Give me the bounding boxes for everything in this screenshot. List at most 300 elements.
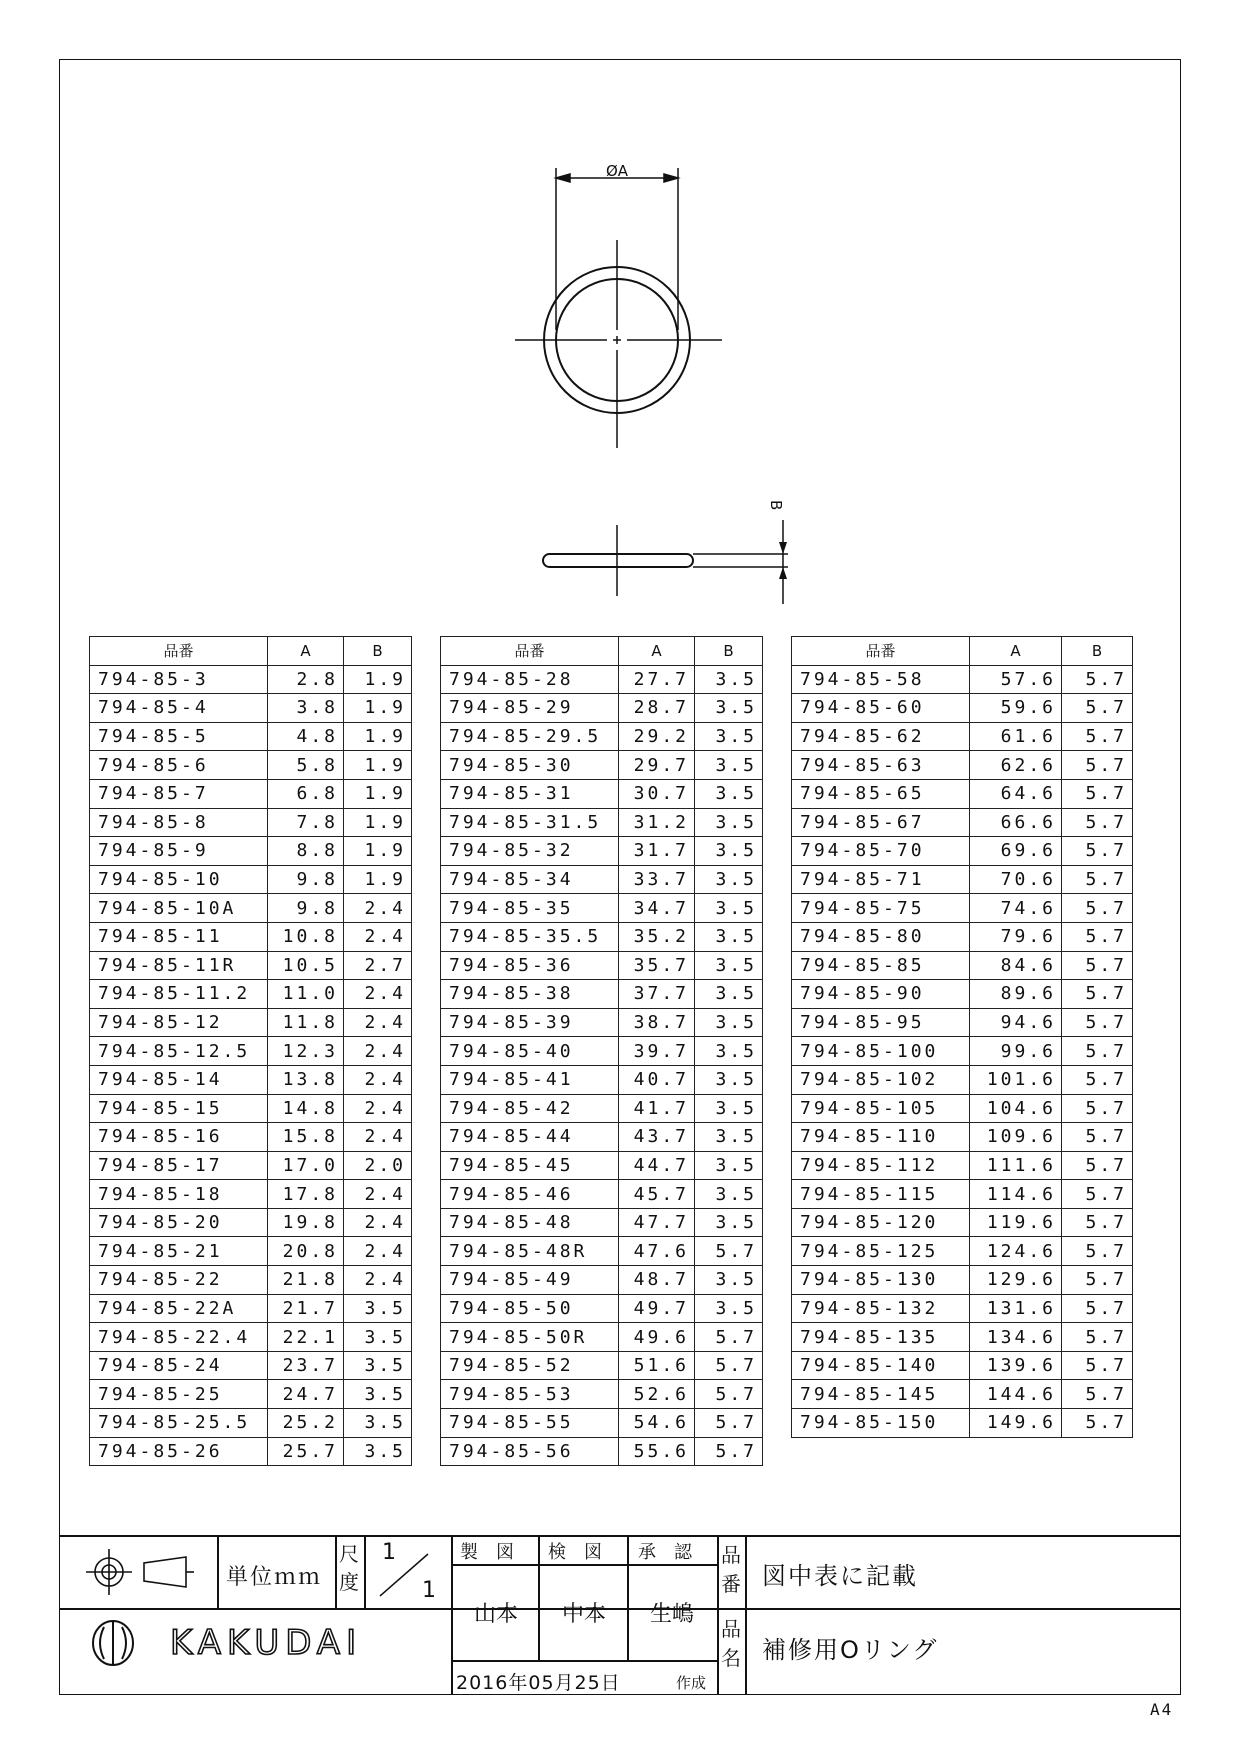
table-row	[792, 779, 1133, 808]
dimension-b-cell: 3.5	[695, 894, 763, 923]
part-number-cell: 794-85-24	[90, 1351, 268, 1380]
dimension-a-cell: 57.6	[970, 665, 1062, 694]
table-row	[792, 837, 1133, 866]
dimension-b-cell: 3.5	[695, 808, 763, 837]
dimension-b-cell: 2.4	[344, 1266, 412, 1295]
dimension-b-cell: 3.5	[695, 951, 763, 980]
dimension-a-cell: 69.6	[970, 837, 1062, 866]
dimension-b-cell: 2.4	[344, 1094, 412, 1123]
table-row	[90, 922, 412, 951]
parts-table-2	[440, 636, 763, 1466]
table-row	[792, 694, 1133, 723]
part-number-cell: 794-85-12.5	[90, 1037, 268, 1066]
table-row	[441, 1094, 763, 1123]
table-row	[441, 1266, 763, 1295]
table-row	[441, 980, 763, 1009]
part-number-cell: 794-85-36	[441, 951, 619, 980]
dimension-b-cell: 3.5	[695, 1151, 763, 1180]
part-number-cell: 794-85-35.5	[441, 922, 619, 951]
dimension-a-cell: 22.1	[268, 1323, 344, 1352]
table-row	[792, 922, 1133, 951]
table-row	[90, 1409, 412, 1438]
part-number-cell: 794-85-120	[792, 1208, 970, 1237]
table-row	[441, 1008, 763, 1037]
dimension-b-cell: 1.9	[344, 694, 412, 723]
part-number-cell: 794-85-42	[441, 1094, 619, 1123]
part-number-cell: 794-85-49	[441, 1266, 619, 1295]
table-row	[441, 1151, 763, 1180]
dimension-b-cell: 5.7	[695, 1351, 763, 1380]
table-row	[90, 808, 412, 837]
table-row	[441, 865, 763, 894]
part-number-cell: 794-85-11.2	[90, 980, 268, 1009]
part-number-cell: 794-85-95	[792, 1008, 970, 1037]
dimension-b-cell: 3.5	[695, 1065, 763, 1094]
dimension-a-cell: 37.7	[619, 980, 695, 1009]
table-row	[792, 894, 1133, 923]
table-row	[90, 1037, 412, 1066]
part-number-cell: 794-85-21	[90, 1237, 268, 1266]
part-number-cell: 794-85-8	[90, 808, 268, 837]
dimension-a-cell: 5.8	[268, 751, 344, 780]
table-row	[441, 722, 763, 751]
part-number-cell: 794-85-62	[792, 722, 970, 751]
part-number-cell: 794-85-56	[441, 1437, 619, 1466]
part-number-cell: 794-85-40	[441, 1037, 619, 1066]
dimension-b-cell: 3.5	[344, 1380, 412, 1409]
dimension-b-cell: 2.4	[344, 1037, 412, 1066]
dimension-b-cell: 3.5	[695, 922, 763, 951]
dimension-a-cell: 134.6	[970, 1323, 1062, 1352]
part-number-cell: 794-85-55	[441, 1409, 619, 1438]
part-number-cell: 794-85-34	[441, 865, 619, 894]
part-number-cell: 794-85-11R	[90, 951, 268, 980]
dimension-b-cell: 5.7	[1062, 1008, 1133, 1037]
dimension-a-cell: 139.6	[970, 1351, 1062, 1380]
dimension-b-cell: 5.7	[1062, 1037, 1133, 1066]
dimension-b-cell: 5.7	[695, 1380, 763, 1409]
part-number-cell: 794-85-105	[792, 1094, 970, 1123]
dimension-a-cell: 3.8	[268, 694, 344, 723]
dimension-b-cell: 1.9	[344, 837, 412, 866]
dimension-a-cell: 104.6	[970, 1094, 1062, 1123]
side-view	[543, 520, 788, 604]
table-row	[441, 1065, 763, 1094]
part-number-cell: 794-85-22.4	[90, 1323, 268, 1352]
table-row	[441, 837, 763, 866]
table-row	[441, 1123, 763, 1152]
creation-date: 2016年05月25日	[456, 1672, 621, 1694]
dimension-a-cell: 30.7	[619, 779, 695, 808]
dimension-a-cell: 10.8	[268, 922, 344, 951]
dimension-a-cell: 12.3	[268, 1037, 344, 1066]
table-row	[441, 1380, 763, 1409]
table-row	[792, 1065, 1133, 1094]
dimension-b-cell: 3.5	[695, 665, 763, 694]
dimension-b-cell: 2.4	[344, 922, 412, 951]
table-row	[792, 808, 1133, 837]
dimension-a-cell: 2.8	[268, 665, 344, 694]
part-number-cell: 794-85-16	[90, 1123, 268, 1152]
table-row	[90, 1065, 412, 1094]
dimension-b-cell: 3.5	[695, 1266, 763, 1295]
part-number-cell: 794-85-85	[792, 951, 970, 980]
table-row	[90, 1351, 412, 1380]
table-row	[441, 1294, 763, 1323]
table-row	[90, 837, 412, 866]
dimension-b-cell: 3.5	[695, 1208, 763, 1237]
table-row	[90, 1123, 412, 1152]
dimension-a-cell: 4.8	[268, 722, 344, 751]
o-ring-section	[543, 554, 693, 567]
scale-label: 尺度	[339, 1542, 359, 1594]
table-row	[90, 1208, 412, 1237]
dimension-b-cell: 1.9	[344, 808, 412, 837]
dimension-b-cell: 3.5	[695, 865, 763, 894]
dimension-b-cell: 3.5	[695, 980, 763, 1009]
dimension-a-cell: 70.6	[970, 865, 1062, 894]
part-number-cell: 794-85-5	[90, 722, 268, 751]
dimension-b-cell: 3.5	[344, 1323, 412, 1352]
table-row	[90, 951, 412, 980]
part-number-cell: 794-85-75	[792, 894, 970, 923]
table-row	[441, 1037, 763, 1066]
dimension-a-cell: 49.7	[619, 1294, 695, 1323]
dimension-a-cell: 9.8	[268, 865, 344, 894]
part-number-cell: 794-85-28	[441, 665, 619, 694]
table-row	[792, 1294, 1133, 1323]
part-no-value: 図中表に記載	[762, 1562, 918, 1590]
dimension-a-cell: 44.7	[619, 1151, 695, 1180]
dimension-b-cell: 5.7	[1062, 751, 1133, 780]
dimension-b-cell: 3.5	[695, 722, 763, 751]
dimension-a-cell: 27.7	[619, 665, 695, 694]
part-number-cell: 794-85-52	[441, 1351, 619, 1380]
dimension-b-cell: 1.9	[344, 865, 412, 894]
dimension-b-cell: 5.7	[1062, 1094, 1133, 1123]
part-number-cell: 794-85-15	[90, 1094, 268, 1123]
table-row	[90, 1094, 412, 1123]
table-row	[90, 980, 412, 1009]
dimension-a-cell: 74.6	[970, 894, 1062, 923]
table-row	[792, 1237, 1133, 1266]
table-row	[792, 1151, 1133, 1180]
table-row	[792, 1351, 1133, 1380]
dimension-a-cell: 29.2	[619, 722, 695, 751]
dimension-b-cell: 5.7	[1062, 1294, 1133, 1323]
dimension-a-cell: 61.6	[970, 722, 1062, 751]
dimension-b-cell: 2.4	[344, 1208, 412, 1237]
part-number-cell: 794-85-45	[441, 1151, 619, 1180]
table-row	[792, 1037, 1133, 1066]
table-row	[792, 865, 1133, 894]
table-row	[792, 751, 1133, 780]
table-row	[90, 1180, 412, 1209]
table-row	[441, 1180, 763, 1209]
dimension-b-cell: 5.7	[1062, 665, 1133, 694]
dimension-b-cell: 3.5	[695, 1180, 763, 1209]
part-number-cell: 794-85-12	[90, 1008, 268, 1037]
dimension-b-cell: 5.7	[1062, 1237, 1133, 1266]
part-number-cell: 794-85-29	[441, 694, 619, 723]
dimension-b-cell: 2.0	[344, 1151, 412, 1180]
part-number-cell: 794-85-53	[441, 1380, 619, 1409]
part-name-label-bottom: 名	[721, 1646, 741, 1670]
dimension-a-cell: 55.6	[619, 1437, 695, 1466]
part-number-cell: 794-85-102	[792, 1065, 970, 1094]
table-row	[441, 1323, 763, 1352]
table-row	[792, 1180, 1133, 1209]
scale-denominator: 1	[422, 1578, 436, 1603]
dimension-b-cell: 1.9	[344, 779, 412, 808]
part-number-cell: 794-85-14	[90, 1065, 268, 1094]
dimension-a-cell: 11.0	[268, 980, 344, 1009]
table-row	[792, 1008, 1133, 1037]
dimension-b-cell: 5.7	[1062, 808, 1133, 837]
part-number-cell: 794-85-115	[792, 1180, 970, 1209]
dimension-a-cell: 6.8	[268, 779, 344, 808]
part-number-cell: 794-85-4	[90, 694, 268, 723]
part-number-cell: 794-85-67	[792, 808, 970, 837]
dimension-b-cell: 3.5	[695, 837, 763, 866]
dimension-a-cell: 114.6	[970, 1180, 1062, 1209]
part-name-label-top: 品	[721, 1617, 741, 1641]
dimension-b-cell: 5.7	[1062, 779, 1133, 808]
part-number-cell: 794-85-145	[792, 1380, 970, 1409]
part-number-cell: 794-85-31.5	[441, 808, 619, 837]
dimension-a-cell: 17.8	[268, 1180, 344, 1209]
dimension-a-cell: 11.8	[268, 1008, 344, 1037]
table-row	[90, 1151, 412, 1180]
part-number-cell: 794-85-41	[441, 1065, 619, 1094]
table-row	[90, 894, 412, 923]
table-header-row	[90, 637, 412, 666]
dimension-a-cell: 129.6	[970, 1266, 1062, 1295]
dimension-b-cell: 5.7	[1062, 1351, 1133, 1380]
dimension-b-cell: 5.7	[695, 1437, 763, 1466]
table-row	[792, 1323, 1133, 1352]
part-number-cell: 794-85-38	[441, 980, 619, 1009]
dimension-b-cell: 5.7	[695, 1323, 763, 1352]
dimension-a-label: ØA	[605, 162, 629, 180]
dimension-a-cell: 38.7	[619, 1008, 695, 1037]
dimension-b-cell: 3.5	[695, 779, 763, 808]
dimension-b-cell: 5.7	[695, 1237, 763, 1266]
part-number-cell: 794-85-125	[792, 1237, 970, 1266]
approved-by: 生嶋	[650, 1602, 695, 1627]
part-number-cell: 794-85-25	[90, 1380, 268, 1409]
dimension-b-cell: 5.7	[1062, 837, 1133, 866]
table-row	[792, 1380, 1133, 1409]
parts-table-1	[89, 636, 412, 1466]
part-number-cell: 794-85-22	[90, 1266, 268, 1295]
part-number-cell: 794-85-6	[90, 751, 268, 780]
part-no-label-bottom: 番	[721, 1572, 741, 1596]
table-row	[441, 779, 763, 808]
header-part-no: 品番	[441, 637, 619, 666]
part-number-cell: 794-85-31	[441, 779, 619, 808]
dimension-a-cell: 84.6	[970, 951, 1062, 980]
table-row	[441, 694, 763, 723]
part-number-cell: 794-85-3	[90, 665, 268, 694]
dimension-b-cell: 5.7	[1062, 1180, 1133, 1209]
dimension-a-cell: 94.6	[970, 1008, 1062, 1037]
part-number-cell: 794-85-63	[792, 751, 970, 780]
dimension-b-cell: 5.7	[1062, 951, 1133, 980]
dimension-a-cell: 41.7	[619, 1094, 695, 1123]
dimension-a-cell: 111.6	[970, 1151, 1062, 1180]
header-b: B	[344, 637, 412, 666]
dimension-b-cell: 5.7	[1062, 894, 1133, 923]
part-number-cell: 794-85-35	[441, 894, 619, 923]
table-row	[441, 751, 763, 780]
dimension-a-cell: 10.5	[268, 951, 344, 980]
dimension-b-cell: 3.5	[344, 1351, 412, 1380]
dimension-a-cell: 124.6	[970, 1237, 1062, 1266]
third-angle-projection-icon	[86, 1549, 196, 1595]
table-row	[90, 1294, 412, 1323]
dimension-b-cell: 2.4	[344, 980, 412, 1009]
header-part-no: 品番	[792, 637, 970, 666]
header-b: B	[1062, 637, 1133, 666]
part-number-cell: 794-85-112	[792, 1151, 970, 1180]
dimension-b-cell: 2.4	[344, 1008, 412, 1037]
dimension-a-cell: 8.8	[268, 837, 344, 866]
table-row	[441, 1437, 763, 1466]
header-part-no: 品番	[90, 637, 268, 666]
table-row	[792, 1094, 1133, 1123]
dimension-a-cell: 62.6	[970, 751, 1062, 780]
part-number-cell: 794-85-10A	[90, 894, 268, 923]
table-header-row	[792, 637, 1133, 666]
table-row	[792, 1208, 1133, 1237]
header-a: A	[970, 637, 1062, 666]
table-row	[90, 1237, 412, 1266]
scale-numerator: 1	[382, 1540, 396, 1565]
dimension-a-cell: 48.7	[619, 1266, 695, 1295]
dimension-b-cell: 3.5	[695, 1008, 763, 1037]
dimension-a-cell: 9.8	[268, 894, 344, 923]
table-row	[90, 1008, 412, 1037]
part-number-cell: 794-85-39	[441, 1008, 619, 1037]
dimension-a-cell: 47.6	[619, 1237, 695, 1266]
part-number-cell: 794-85-65	[792, 779, 970, 808]
dimension-a-cell: 31.2	[619, 808, 695, 837]
dimension-b-label: B	[767, 500, 785, 511]
dimension-a-cell: 109.6	[970, 1123, 1062, 1152]
dimension-a-cell: 28.7	[619, 694, 695, 723]
dimension-a-cell: 79.6	[970, 922, 1062, 951]
dimension-a-cell: 101.6	[970, 1065, 1062, 1094]
dimension-a-cell: 35.7	[619, 951, 695, 980]
dimension-a-cell: 49.6	[619, 1323, 695, 1352]
table-row	[792, 951, 1133, 980]
dimension-b-cell: 1.9	[344, 665, 412, 694]
dimension-b-cell: 5.7	[1062, 1065, 1133, 1094]
dimension-a-cell: 17.0	[268, 1151, 344, 1180]
dimension-b-cell: 5.7	[1062, 980, 1133, 1009]
part-number-cell: 794-85-46	[441, 1180, 619, 1209]
dimension-b-cell: 5.7	[695, 1409, 763, 1438]
part-number-cell: 794-85-50R	[441, 1323, 619, 1352]
part-number-cell: 794-85-25.5	[90, 1409, 268, 1438]
drawn-by: 山本	[474, 1602, 519, 1627]
part-name-value: 補修用Oリング	[762, 1636, 939, 1664]
dimension-a-cell: 31.7	[619, 837, 695, 866]
dimension-b-cell: 3.5	[695, 1294, 763, 1323]
dimension-b-cell: 5.7	[1062, 694, 1133, 723]
part-number-cell: 794-85-18	[90, 1180, 268, 1209]
dimension-a-cell: 51.6	[619, 1351, 695, 1380]
parts-table-3	[791, 636, 1133, 1438]
o-ring-drawing	[0, 0, 1240, 640]
table-row	[90, 722, 412, 751]
part-number-cell: 794-85-70	[792, 837, 970, 866]
dimension-b-cell: 5.7	[1062, 1266, 1133, 1295]
created-label: 作成	[676, 1674, 707, 1692]
table-row	[90, 694, 412, 723]
table-row	[90, 1437, 412, 1466]
dimension-b-cell: 3.5	[344, 1437, 412, 1466]
table-row	[90, 779, 412, 808]
dimension-a-cell: 131.6	[970, 1294, 1062, 1323]
table-row	[792, 1266, 1133, 1295]
table-row	[441, 894, 763, 923]
part-number-cell: 794-85-90	[792, 980, 970, 1009]
dimension-a-cell: 29.7	[619, 751, 695, 780]
part-number-cell: 794-85-26	[90, 1437, 268, 1466]
table-row	[90, 751, 412, 780]
table-row	[441, 1409, 763, 1438]
dimension-a-cell: 23.7	[268, 1351, 344, 1380]
table-row	[792, 722, 1133, 751]
dimension-a-cell: 13.8	[268, 1065, 344, 1094]
part-number-cell: 794-85-48R	[441, 1237, 619, 1266]
table-row	[90, 665, 412, 694]
dimension-b-cell: 5.7	[1062, 722, 1133, 751]
dimension-b-cell: 2.4	[344, 1065, 412, 1094]
dimension-a-cell: 40.7	[619, 1065, 695, 1094]
dimension-a-cell: 59.6	[970, 694, 1062, 723]
dimension-a-cell: 47.7	[619, 1208, 695, 1237]
part-number-cell: 794-85-80	[792, 922, 970, 951]
dimension-b-cell: 5.7	[1062, 865, 1133, 894]
dimension-b-cell: 3.5	[695, 1123, 763, 1152]
dimension-b-cell: 5.7	[1062, 1123, 1133, 1152]
part-number-cell: 794-85-100	[792, 1037, 970, 1066]
dimension-a-cell: 54.6	[619, 1409, 695, 1438]
logo-text: KAKUDAI	[170, 1623, 363, 1663]
dimension-b-cell: 5.7	[1062, 1208, 1133, 1237]
part-number-cell: 794-85-32	[441, 837, 619, 866]
dimension-b-cell: 5.7	[1062, 1409, 1133, 1438]
dimension-b-cell: 1.9	[344, 722, 412, 751]
table-row	[792, 980, 1133, 1009]
part-no-label-top: 品	[721, 1543, 741, 1567]
table-header-row	[441, 637, 763, 666]
part-number-cell: 794-85-150	[792, 1409, 970, 1438]
sheet-size: A4	[1150, 1700, 1174, 1719]
checked-by: 中本	[562, 1602, 607, 1627]
checked-header: 検 図	[548, 1542, 602, 1563]
part-number-cell: 794-85-130	[792, 1266, 970, 1295]
part-number-cell: 794-85-44	[441, 1123, 619, 1152]
header-a: A	[619, 637, 695, 666]
dimension-a-cell: 33.7	[619, 865, 695, 894]
table-row	[90, 1323, 412, 1352]
table-row	[90, 1380, 412, 1409]
dimension-b-cell: 2.7	[344, 951, 412, 980]
